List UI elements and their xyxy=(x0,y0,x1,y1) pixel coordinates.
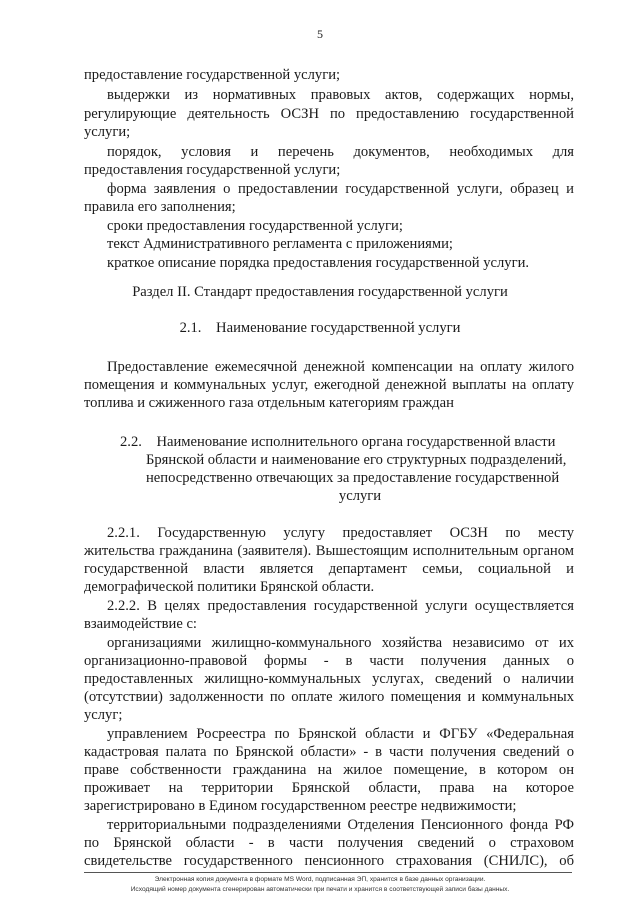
service-name-line: Предоставление ежемесячной денежной компенсации на оплату жилого xyxy=(107,359,574,375)
footer-note: Электронная копия документа в формате MS Word, подписанная ЭП, хранится в базе данных организации. xyxy=(154,876,486,883)
paragraph-line: организациями жилищно-коммунального хозяйства независимо от их xyxy=(107,635,574,651)
paragraph-line: 2.2.1. Государственную услугу предоставляет ОСЗН по месту xyxy=(107,525,574,541)
page-number: 5 xyxy=(317,27,323,41)
list-item: услуги; xyxy=(84,124,131,140)
subsection-title: услуги xyxy=(338,488,382,504)
paragraph-line: демографической политики Брянской области. xyxy=(84,579,375,595)
subsection-title: 2.1. Наименование государственной услуги xyxy=(179,320,461,336)
list-item: текст Административного регламента с приложениями; xyxy=(107,236,453,252)
service-name-line: помещения и коммунальных услуг, ежегодной денежной выплаты на оплату xyxy=(84,377,574,393)
paragraph-line: организационно-правовой формы - в части получения данных о xyxy=(84,653,574,669)
subsection-title: непосредственно отвечающих за предоставление государственной xyxy=(146,470,560,486)
paragraph-line: проживает на территории Брянской области, права на которое xyxy=(84,780,574,796)
paragraph-line: по Брянской области - в части получения сведений о страховом xyxy=(84,835,574,851)
list-item: выдержки из нормативных правовых актов, содержащих нормы, xyxy=(107,87,574,103)
service-name-line: топлива и сжиженного газа отдельным категориям граждан xyxy=(84,395,454,411)
section-title: Раздел II. Стандарт предоставления государственной услуги xyxy=(132,284,508,300)
paragraph-line: взаимодействие с: xyxy=(84,616,197,632)
paragraph-line: зарегистрировано в Едином государственном реестре недвижимости; xyxy=(84,798,517,814)
paragraph-line: предоставленных жилищно-коммунальных услугах, сведений о наличии xyxy=(84,671,574,687)
paragraph-line: праве собственности гражданина на жилое помещение, в котором он xyxy=(84,762,574,778)
paragraph-line: услуг; xyxy=(84,707,123,723)
list-item: краткое описание порядка предоставления государственной услуги. xyxy=(107,255,530,271)
subsection-title: Брянской области и наименование его структурных подразделений, xyxy=(146,452,567,468)
list-item: сроки предоставления государственной услуги; xyxy=(107,218,403,234)
footer-note: Исходящий номер документа сгенерирован автоматически при печати и хранится в соответствующей записи базы данных. xyxy=(130,886,510,893)
subsection-title: 2.2. Наименование исполнительного органа государственной власти xyxy=(120,434,556,450)
paragraph-line: жительства гражданина (заявителя). Вышестоящим исполнительным органом xyxy=(84,543,574,559)
list-item: предоставления государственной услуги; xyxy=(84,162,341,178)
list-item: форма заявления о предоставлении государственной услуги, образец и xyxy=(107,181,574,197)
list-item: правила его заполнения; xyxy=(84,199,236,215)
list-item: регулирующие деятельность ОСЗН по предоставлению государственной xyxy=(84,106,574,122)
paragraph-line: территориальными подразделениями Отделения Пенсионного фонда РФ xyxy=(107,817,574,833)
paragraph-line: (отсутствии) задолженности по оплате жилого помещения и коммунальных xyxy=(84,689,574,705)
paragraph-line: государственной власти является департамент семьи, социальной и xyxy=(84,561,574,577)
paragraph-line: 2.2.2. В целях предоставления государственной услуги осуществляется xyxy=(107,598,574,614)
footer-divider xyxy=(84,872,572,873)
list-item: порядок, условия и перечень документов, необходимых для xyxy=(107,144,574,160)
paragraph-line: кадастровая палата по Брянской области» - в части получения сведений о xyxy=(84,744,574,760)
paragraph-line: свидетельстве государственного пенсионного страхования (СНИЛС), об xyxy=(84,853,574,869)
list-item: предоставление государственной услуги; xyxy=(84,67,341,83)
paragraph-line: управлением Росреестра по Брянской области и ФГБУ «Федеральная xyxy=(107,726,574,742)
